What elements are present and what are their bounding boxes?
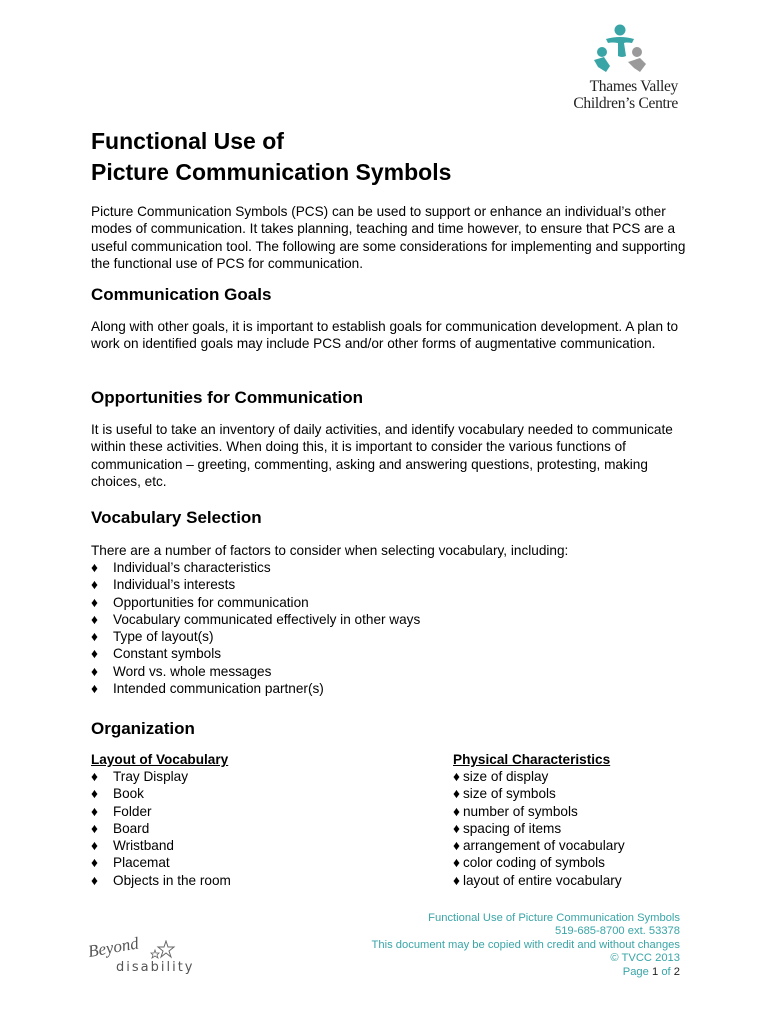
logo-disability-text: disability bbox=[116, 960, 195, 975]
page-title bbox=[91, 126, 451, 188]
diamond-bullet-icon: ♦ bbox=[91, 577, 98, 593]
footer-page-number: Page 1 of 2 bbox=[622, 965, 680, 978]
title-line-1: Functional Use of bbox=[91, 128, 284, 154]
diamond-bullet-icon: ♦ bbox=[453, 820, 460, 836]
physical-characteristics-heading: Physical Characteristics bbox=[453, 752, 611, 767]
diamond-bullet-icon: ♦ bbox=[453, 803, 460, 819]
list-item: ♦ Opportunities for communication bbox=[91, 594, 309, 610]
list-item: ♦ Individual’s characteristics bbox=[91, 560, 271, 575]
diamond-bullet-icon: ♦ bbox=[91, 663, 98, 679]
diamond-bullet-icon: ♦ bbox=[91, 872, 98, 888]
list-item: ♦ Vocabulary communicated effectively in other ways bbox=[91, 611, 421, 627]
vocabulary-selection-heading: Vocabulary Selection bbox=[91, 508, 262, 527]
diamond-bullet-icon: ♦ bbox=[91, 838, 98, 854]
diamond-bullet-icon: ♦ bbox=[453, 786, 460, 802]
diamond-bullet-icon: ♦ bbox=[91, 560, 98, 575]
diamond-bullet-icon: ♦ bbox=[91, 803, 98, 819]
list-item: ♦ Type of layout(s) bbox=[91, 629, 214, 645]
diamond-bullet-icon: ♦ bbox=[453, 838, 460, 854]
diamond-bullet-icon: ♦ bbox=[91, 786, 98, 802]
list-item: ♦ Folder bbox=[91, 803, 152, 819]
list-item: ♦ Word vs. whole messages bbox=[91, 663, 272, 679]
diamond-bullet-icon: ♦ bbox=[91, 681, 98, 697]
physical-characteristics-list bbox=[453, 768, 693, 889]
footer-phone: 519-685-8700 ext. 53378 bbox=[554, 925, 680, 938]
children-figures-icon bbox=[590, 22, 650, 78]
diamond-bullet-icon: ♦ bbox=[91, 646, 98, 662]
footer-copyright: © TVCC 2013 bbox=[610, 952, 680, 965]
list-item: ♦ Individual’s interests bbox=[91, 577, 236, 593]
list-item: ♦ size of display bbox=[453, 769, 549, 784]
list-item: ♦ spacing of items bbox=[453, 820, 562, 836]
list-item: ♦ Book bbox=[91, 786, 144, 802]
layout-of-vocabulary-heading: Layout of Vocabulary bbox=[91, 752, 229, 767]
layout-of-vocabulary-list bbox=[91, 768, 391, 889]
list-item: ♦ layout of entire vocabulary bbox=[453, 872, 622, 888]
diamond-bullet-icon: ♦ bbox=[453, 769, 460, 784]
list-item: ♦ number of symbols bbox=[453, 803, 578, 819]
stars-icon bbox=[148, 940, 178, 962]
diamond-bullet-icon: ♦ bbox=[453, 855, 460, 871]
page-footer bbox=[372, 912, 680, 979]
diamond-bullet-icon: ♦ bbox=[91, 594, 98, 610]
communication-goals-heading: Communication Goals bbox=[91, 285, 272, 304]
diamond-bullet-icon: ♦ bbox=[91, 855, 98, 871]
opportunities-heading: Opportunities for Communication bbox=[91, 388, 363, 407]
beyond-disability-logo bbox=[86, 933, 210, 985]
diamond-bullet-icon: ♦ bbox=[91, 629, 98, 645]
vocabulary-intro: There are a number of factors to consider when selecting vocabulary, including: bbox=[91, 543, 569, 558]
diamond-bullet-icon: ♦ bbox=[91, 820, 98, 836]
list-item: ♦ size of symbols bbox=[453, 786, 556, 802]
list-item: ♦ Wristband bbox=[91, 838, 174, 854]
opportunities-text: It is useful to take an inventory of daily activities, and identify vocabulary needed to communicate within these activities. When doing this, it is important to consider the various functions of communication – greeting, commenting, asking and answering questions, protesting, making choices, etc. bbox=[91, 422, 673, 489]
tvcc-logo bbox=[560, 22, 690, 122]
list-item: ♦ arrangement of vocabulary bbox=[453, 838, 625, 854]
communication-goals-text: Along with other goals, it is important to establish goals for communication development. A plan to work on identified goals may include PCS and/or other forms of augmentative communication. bbox=[91, 319, 679, 352]
list-item: ♦ Tray Display bbox=[91, 769, 189, 784]
list-item: ♦ Board bbox=[91, 820, 150, 836]
list-item: ♦ Objects in the room bbox=[91, 872, 231, 888]
list-item: ♦ Intended communication partner(s) bbox=[91, 681, 324, 697]
footer-doc-title: Functional Use of Picture Communication Symbols bbox=[428, 912, 680, 924]
logo-line-1: Thames Valley bbox=[589, 78, 678, 95]
diamond-bullet-icon: ♦ bbox=[91, 769, 98, 784]
intro-paragraph: Picture Communication Symbols (PCS) can be used to support or enhance an individual’s other modes of communication. It takes planning, teaching and time however, to ensure that PCS are a useful communication tool. The following are some considerations for implementing and supporting the functional use of PCS for communication. bbox=[91, 204, 686, 271]
logo-beyond-text: Beyond bbox=[86, 933, 141, 962]
list-item: ♦ color coding of symbols bbox=[453, 855, 605, 871]
logo-line-2: Children’s Centre bbox=[573, 95, 678, 112]
diamond-bullet-icon: ♦ bbox=[453, 872, 460, 888]
diamond-bullet-icon: ♦ bbox=[91, 611, 98, 627]
list-item: ♦ Constant symbols bbox=[91, 646, 222, 662]
list-item: ♦ Placemat bbox=[91, 855, 170, 871]
organization-heading: Organization bbox=[91, 719, 195, 738]
footer-copy-notice: This document may be copied with credit and without changes bbox=[371, 938, 680, 951]
vocabulary-factors-list bbox=[91, 559, 691, 697]
title-line-2: Picture Communication Symbols bbox=[91, 159, 452, 185]
